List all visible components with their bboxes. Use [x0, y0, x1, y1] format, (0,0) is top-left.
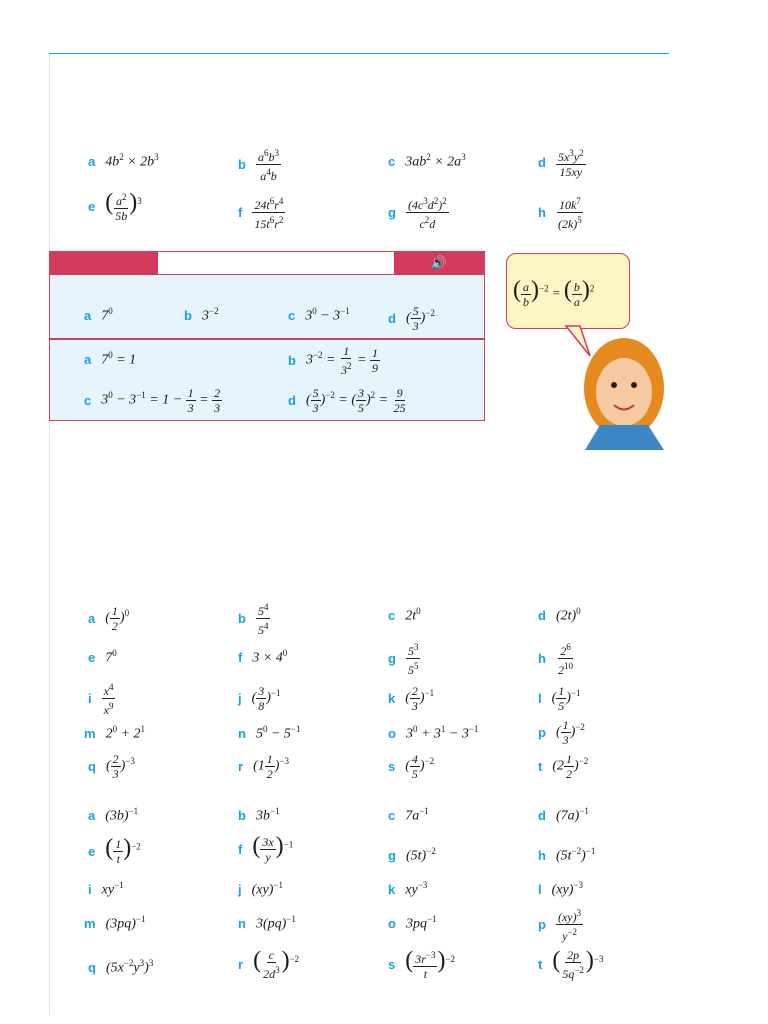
teacher-cartoon-icon [584, 338, 664, 450]
q6-item-o: o $3^0 + 3^1 - 3^{-1}$ [388, 724, 479, 742]
q7-item-d: d $(7a)^{-1}$ [538, 806, 589, 824]
example-ans-a: a $7^0 = 1$ [84, 350, 137, 368]
q6-item-q: q ( $\frac{2}{3}$ )$^{-3}$ [88, 752, 135, 781]
q7-item-c: c $7a^{-1}$ [388, 806, 429, 824]
q6-item-r: r (1 $\frac{1}{2}$ )$^{-3}$ [238, 752, 289, 781]
q7-item-t: t ( $\frac{2p}{5q^{-2}}$ )$^{-3}$ [538, 947, 604, 981]
q7-item-i: i $xy^{-1}$ [88, 880, 124, 898]
q7-item-e: e ( $\frac{1}{t}$ )$^{-2}$ [88, 835, 141, 867]
q4-item-f: f $\frac{24t^6r^4}{15t^6r^2}$ [238, 196, 284, 231]
q7-item-j: j (xy)$^{-1}$ [238, 880, 283, 898]
q7-item-m: m $(3pq)^{-1}$ [84, 914, 146, 932]
q6-item-c: c $2t^0$ [388, 606, 421, 624]
q7-item-r: r ( $\frac{c}{2d^3}$ )$^{-2}$ [238, 947, 300, 981]
q7-item-o: o $3pq^{-1}$ [388, 914, 437, 932]
q4-item-b: b $\frac{a^6b^3}{a^4b}$ [238, 148, 279, 183]
q7-item-k: k $xy^{-3}$ [388, 880, 428, 898]
notice-formula: ( $\frac{a}{b}$ )$^{-2}$ = ( $\frac{b}{a}$ )$^2$ [513, 277, 595, 309]
q4-item-g: g $\frac{(4c^3d^2)^2}{c^2d}$ [388, 196, 447, 231]
q6-item-i: i $\frac{x^4}{x^9}$ [88, 682, 114, 717]
q7-item-a: a $(3b)^{-1}$ [88, 806, 139, 824]
q6-item-b: b $\frac{5^4}{5^4}$ [238, 602, 269, 637]
q6-item-t: t (2 $\frac{1}{2}$ )$^{-2}$ [538, 752, 589, 781]
speaker-icon: 🔊 [430, 255, 448, 270]
q6-item-l: l ( $\frac{1}{5}$ )$^{-1}$ [538, 684, 581, 713]
bubble-tail [566, 326, 590, 356]
q6-item-h: h $\frac{2^6}{2^{10}}$ [538, 642, 573, 677]
q4-item-h: h $\frac{10k^7}{(2k)^5}$ [538, 196, 582, 231]
q6-item-d: d $(2t)^0$ [538, 606, 581, 624]
example-q-b: b $3^{-2}$ [184, 306, 219, 324]
example-ans-c: c $3^0 - 3^{-1} = 1$ − $\frac{1}{3}$ = $\frac{2}{3}$ [84, 386, 221, 415]
example-ans-b: b $3^{-2}$ = $\frac{1}{3^2}$ = $\frac{1}{9}$ [288, 344, 378, 377]
q6-item-m: m $2^0 + 2^1$ [84, 724, 146, 742]
q7-item-l: l (xy)$^{-3}$ [538, 880, 583, 898]
q7-item-n: n 3(pq)$^{-1}$ [238, 914, 296, 932]
q4-item-e: e ( $\frac{a^2}{5b}$ )$^3$ [88, 189, 142, 223]
example-q-d: d ( $\frac{5}{3}$ )$^{-2}$ [388, 304, 435, 333]
q6-item-a: a ( $\frac{1}{2}$ )$^0$ [88, 604, 130, 633]
q6-item-g: g $\frac{5^3}{5^5}$ [388, 642, 419, 677]
q6-item-s: s ( $\frac{4}{5}$ )$^{-2}$ [388, 752, 435, 781]
q7-item-g: g $(5t)^{-2}$ [388, 846, 436, 864]
q4-item-d: d $\frac{5x^3y^2}{15xy}$ [538, 148, 584, 179]
q4-item-a: a $4b^2 \times 2b^3$ [88, 152, 159, 170]
q6-item-e: e $7^0$ [88, 648, 117, 666]
example-ans-d: d ( $\frac{5}{3}$ )$^{-2}$ = ( $\frac{3}{5}$ )$^2$ = $\frac{9}{25}$ [288, 386, 406, 415]
q6-item-j: j ( $\frac{3}{8}$ )$^{-1}$ [238, 684, 281, 713]
q6-item-k: k ( $\frac{2}{3}$ )$^{-1}$ [388, 684, 435, 713]
q6-item-p: p ( $\frac{1}{3}$ )$^{-2}$ [538, 718, 585, 747]
q4-item-c: c $3ab^2 \times 2a^3$ [388, 152, 466, 170]
q7-item-q: q $(5x^{-2}y^3)^3$ [88, 958, 154, 976]
q7-item-s: s ( $\frac{3r^{-3}}{t}$ )$^{-2}$ [388, 947, 456, 981]
example-q-c: c $3^0 - 3^{-1}$ [288, 306, 350, 324]
q7-item-b: b $3b^{-1}$ [238, 806, 280, 824]
q6-item-n: n $5^0 - 5^{-1}$ [238, 724, 301, 742]
q6-item-f: f $3 \times 4^0$ [238, 648, 288, 666]
q7-item-f: f ( $\frac{3x}{y}$ )$^{-1}$ [238, 833, 294, 865]
example-q-a: a $7^0$ [84, 306, 113, 324]
q7-item-h: h $(5t^{-2})^{-1}$ [538, 846, 596, 864]
q7-item-p: p $\frac{(xy)^3}{y^{-2}}$ [538, 908, 582, 943]
